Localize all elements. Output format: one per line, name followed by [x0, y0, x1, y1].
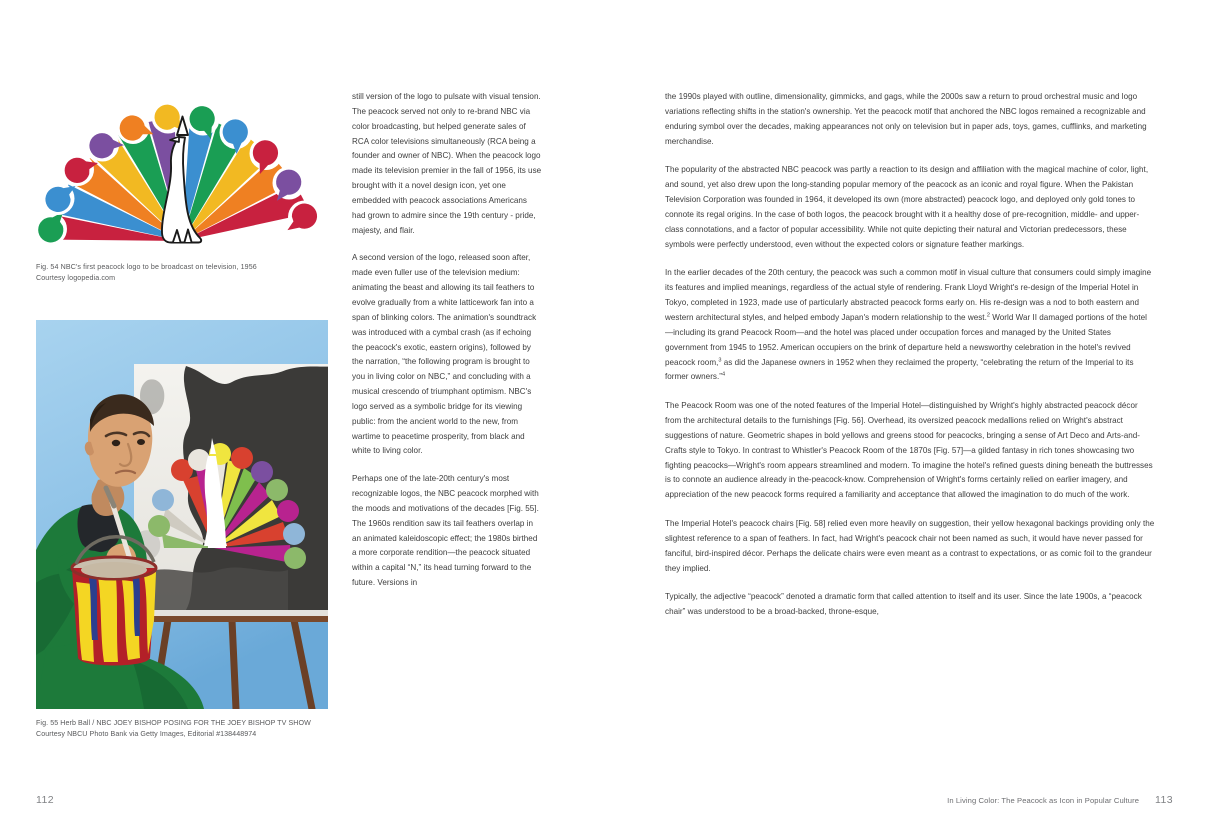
paragraph: Typically, the adjective “peacock” denoted a dramatic form that called attention to itself and its user. Since the late 1900s, a “peacock chair” was understood to be a broad-backed, throne-esque, [665, 592, 1142, 617]
figure-joey-bishop-photo [36, 320, 328, 740]
nbc-peacock-logo-icon [36, 86, 328, 250]
footnote-marker: 3 [718, 356, 722, 363]
paragraph: Perhaps one of the late-20th century's most recognizable logos, the NBC peacock morphed with the moods and motivations of the decades [Fig. 55]. The 1960s rendition saw its tail feathers overlap in an animated kaleidoscopic effect; the 1980s birthed a more corporate rendition—the peacock situated within a capital “N,” its head turning forward to the future. Versions in [352, 474, 539, 588]
paragraph: The Peacock Room was one of the noted features of the Imperial Hotel—distinguished by Wright's highly abstracted peacock décor from the architectural details to the furnishings [Fig. 56]. Overhead, its oversized peacock medallions relied on Wright's abstract suggestions of nature. Geometric shapes in bold yellows and greens stood for peacocks, bringing a sense of Art Deco and Arts-and-Crafts style to Tokyo. In contrast to Whistler's Peacock Room of the 1870s [Fig. 57]—a gilded fantasy in rich tones showcasing two fighting peacocks—Wright's room appears streamlined and modern. To imagine the hotel's refined guests dining beneath the buttresses is to connote an audience already in the-peacock-know. Comprehension of Wright's forms certainly relied on earlier imagery, and appreciation of the new peacock forms required a familiarity and acceptance that allowed the imagination to do much of the work. [665, 401, 1153, 500]
left-page-text-column [352, 90, 542, 604]
page-number-right: 113 [1155, 794, 1173, 806]
paragraph: the 1990s played with outline, dimensionality, gimmicks, and gags, while the 2000s saw a return to proud orchestral music and logo variations reflecting shifts in the station's ownership. Yet the peacock motif that anchored the NBC logos remained a recognizable and enduring symbol over the decades, making appearances not only on television but in paper ads, toys, games, cufflinks, and marketing merchandise. [665, 92, 1147, 146]
paragraph: The Imperial Hotel's peacock chairs [Fig. 58] relied even more heavily on suggestion, their yellow hexagonal backings providing only the slightest reference to a span of feathers. In fact, had Wright's peacock chair not been named as such, it would have never passed for fanciful, bird-inspired décor. Perhaps the delicate chairs were even meant as a contrast to expectations, or as comic foil to the grandeur they implied. [665, 519, 1155, 573]
figure-54-caption [36, 262, 328, 284]
right-page-footer [947, 794, 1173, 806]
photo-frame [36, 320, 328, 709]
right-page-text-column [665, 90, 1155, 634]
figure-55-caption-line1: Fig. 55 Herb Ball / NBC JOEY BISHOP POSING FOR THE JOEY BISHOP TV SHOW [36, 719, 311, 727]
running-title: In Living Color: The Peacock as Icon in Popular Culture [947, 796, 1140, 805]
figure-55-caption-line2: Courtesy NBCU Photo Bank via Getty Images, Editorial #138448974 [36, 730, 257, 739]
paragraph-with-footnotes: In the earlier decades of the 20th century, the peacock was such a common motif in visual culture that consumers could simply imagine its features and implied meanings, regardless of the actual style of rendering. Frank Lloyd Wright's re-design of the Imperial Hotel in Tokyo, completed in 1923, made use of particularly abstracted peacock forms early on. His re-design was a nod to both eastern and western architectural styles, and helped embody Japan's modern relationship to the west.$^2$ World War II damaged portions of the hotel—including its grand Peacock Room—and the hotel was placed under occupation forces and managed by the United States government from 1945 to 1952. American occupiers on the brink of departure held a newsworthy celebration in the hotel's revived peacock room,$^3$ as did the Japanese owners in 1952 when they reclaimed the property, “celebrating the return of the Imperial to its former owners.”$^4$ [665, 268, 1152, 382]
figure-column [36, 86, 328, 739]
page-number-left: 112 [36, 794, 54, 806]
figure-54-caption-line1: Fig. 54 NBC's first peacock logo to be broadcast on television, 1956 [36, 263, 257, 271]
paragraph: The popularity of the abstracted NBC peacock was partly a reaction to its design and affiliation with the magical machine of color, light, and sound, yet also drew upon the long-standing popular memory of the peacock as an iconic and royal figure. When the Pakistan Television Corporation was founded in 1964, it developed its own (more abstracted) peacock logo, and deployed only gold tones to connote its regal origins. In the case of both logos, the peacock brought with it a healthy dose of pre-recognition, middle- and upper-class connotations, and a factor of popular accessibility. While not quite depicting their natural and Victorian predecessors, these symbols were perfectly understood, even without the expected colors or signature feather markings. [665, 165, 1149, 249]
right-page [604, 0, 1209, 827]
figure-54-caption-line2: Courtesy logopedia.com [36, 274, 116, 283]
paragraph: still version of the logo to pulsate with visual tension. The peacock served not only to re-brand NBC via color broadcasting, but helped generate sales of RCA color televisions simultaneously (RCA being a founder and owner of NBC). When the peacock logo made its television premier in the fall of 1956, its use brought with it a novel design icon, yet one embedded with peacock associations Americans had grown to admire since the 19th century - pride, majesty, and flair. [352, 92, 542, 235]
joey-bishop-photo-illustration [36, 320, 328, 709]
footnote-marker: 2 [986, 312, 990, 319]
paragraph: A second version of the logo, released soon after, made even fuller use of the television medium: animating the beast and allowing its tail feathers to evolve gradually from a white latticework fan into a span of blinking colors. The animation's soundtrack was introduced with a cymbal crash (as if echoing the peacock's exotic, eastern origins), followed by the narration, “the following program is brought to you in living color on NBC,” and concluding with a musical crescendo of triumphant optimism. NBC's logo served as a symbolic bridge for its viewing public: from the ancient world to the new, from wartime to peacetime prosperity, from black and white to living color. [352, 253, 537, 456]
figure-nbc-peacock-logo [36, 86, 328, 250]
footnote-marker: 4 [721, 371, 726, 378]
figure-55-caption [36, 718, 328, 740]
left-page [0, 0, 604, 827]
